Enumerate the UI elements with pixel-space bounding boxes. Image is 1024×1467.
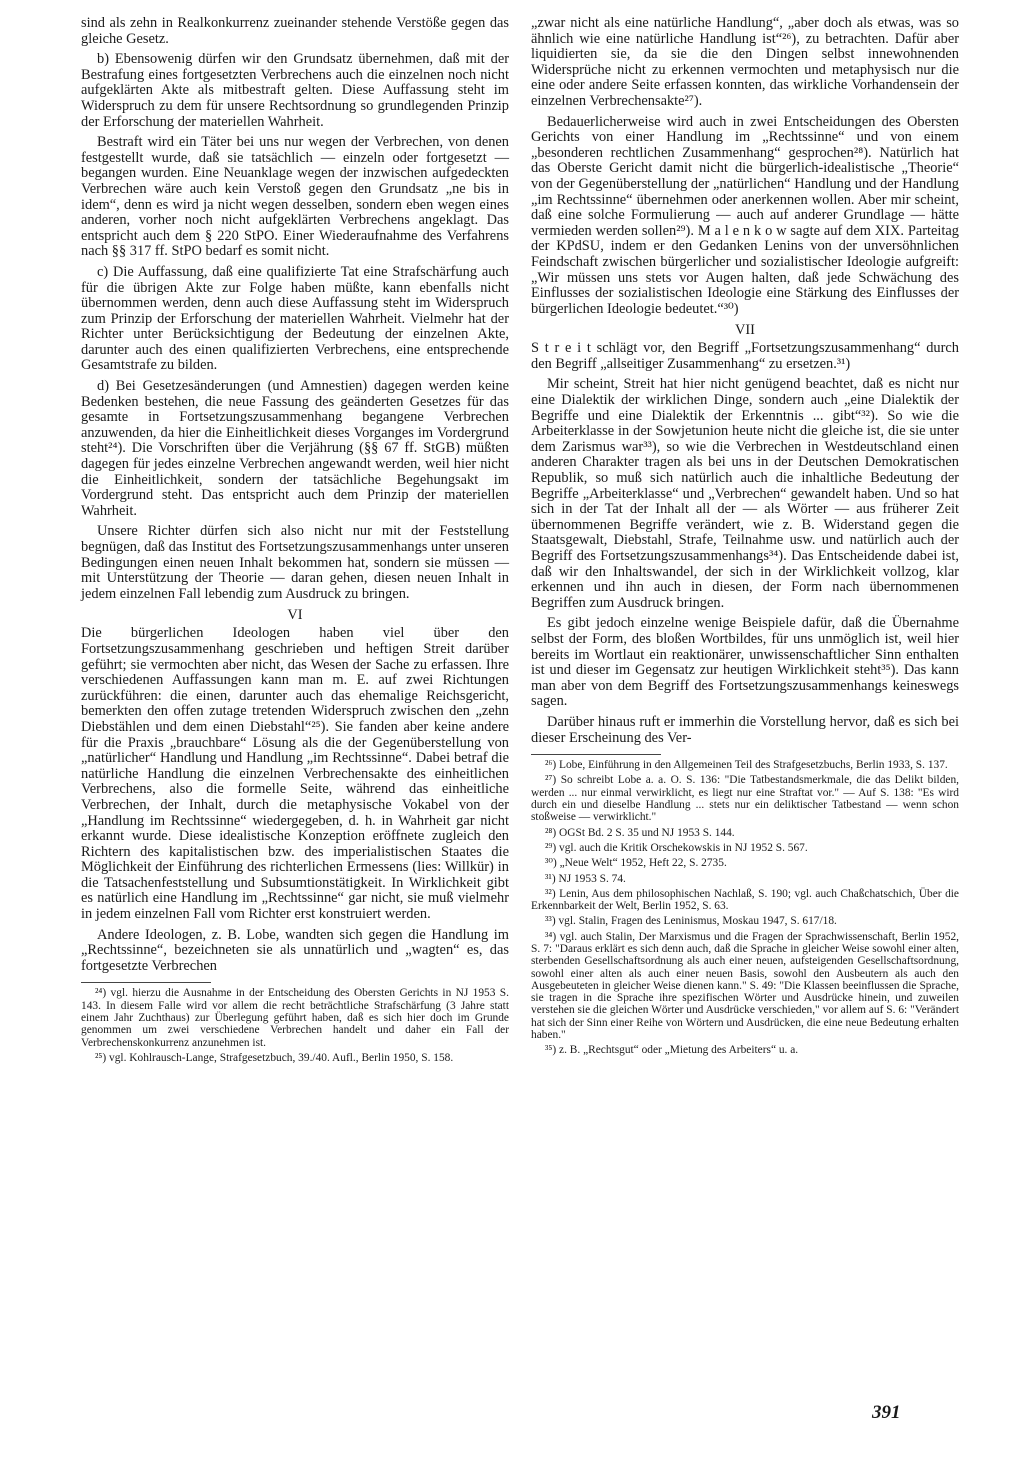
footnote: ²⁴) vgl. hierzu die Ausnahme in der Entscheidung des Obersten Gerichts in NJ 1953 S. 143. In diesem Falle wird vor allem die recht beträchtliche Strafschärfung (3 Jahre statt einem Jahr Zuchthaus) zur Überlegung geführt haben, daß es sich hier doch im Grunde genommen um zwei verschiedene Verbrechen handelt und daher ein Fall der Verbrechenskonkurrenz anzunehmen ist. <box>81 987 509 1049</box>
section-heading-vii: VII <box>735 322 755 339</box>
footnote: ²⁹) vgl. auch die Kritik Orschekowskis in NJ 1952 S. 567. <box>545 841 808 854</box>
paragraph: sind als zehn in Realkonkurrenz zueinander stehende Verstöße gegen das gleiche Gesetz. <box>81 15 509 47</box>
footnote: ²⁵) vgl. Kohlrausch-Lange, Strafgesetzbuch, 39./40. Aufl., Berlin 1950, S. 158. <box>95 1051 454 1064</box>
section-heading-vi: VI <box>287 607 303 624</box>
paragraph: Unsere Richter dürfen sich also nicht nur mit der Feststellung begnügen, daß das Institut des Fortsetzungszusammenhangs unter unseren Bedingungen einen neuen Inhalt bekommen hat, sondern sie müssen — mit Unterstützung der Theorie — daran gehen, diesen neuen Inhalt in jedem einzelnen Fall lebendig zum Ausdruck zu bringen. <box>81 523 509 602</box>
footnote-divider <box>531 754 661 755</box>
left-column <box>81 16 509 1067</box>
paragraph: „zwar nicht als eine natürliche Handlung“, „aber doch als etwas, was so ähnlich wie eine natürliche Handlung ist“²⁶), zu betrachten. Dafür aber liquidierten sie, da sie die den Dingen selbst innewohnenden Widersprüche nicht zu erkennen vermochten und metaphysisch nur die eine oder andere Seite erfassen konnten, das wirkliche Vorhandensein der einzelnen Verbrechensakte²⁷). <box>531 15 959 109</box>
footnote: ²⁶) Lobe, Einführung in den Allgemeinen Teil des Strafgesetzbuchs, Berlin 1933, S. 137. <box>545 759 948 772</box>
footnote: ³⁰) „Neue Welt“ 1952, Heft 22, S. 2735. <box>545 857 727 870</box>
footnote: ³¹) NJ 1953 S. 74. <box>545 872 626 885</box>
paragraph: Bestraft wird ein Täter bei uns nur wegen der Verbrechen, von denen festgestellt wurde, daß sie tatsächlich — einzeln oder fortgesetzt — begangen wurden. Eine Neuanklage wegen der inzwischen aufgedeckten Verbrechen wäre auch kein Verstoß gegen den Grundsatz „ne bis in idem“, denn es wird ja nicht wegen desselben, sondern eben wegen eines anderen, vorher noch nicht aufgeklärten Verbrechens angeklagt. Das entspricht auch dem § 220 StPO. Einer Wiederaufnahme des Verfahrens nach §§ 317 ff. StPO bedarf es somit nicht. <box>81 134 509 260</box>
footnote: ²⁷) So schreibt Lobe a. a. O. S. 136: "Die Tatbestandsmerkmale, die das Delikt bilden, werden ... nur einmal verwirklicht, es liegt nur eine Straftat vor." — Auf S. 138: "Es wird durch ein und dieselbe Handlung ... stets nur ein deliktischer Tatbestand — wenn schon stoßweise — verwirklicht." <box>531 774 959 824</box>
paragraph: Die bürgerlichen Ideologen haben viel über den Fortsetzungszusammenhang geschrieben und heftigen Streit darüber geführt; sie vermochten aber nicht, das Wesen der Sache zu erfassen. Ihre verschiedenen Auffassungen kann man m. E. auf zwei Richtungen zurückführen: die einen, darunter auch das ehemalige Reichsgericht, bemerkten den offen zutage tretenden Widerspruch zwischen den „zehn Diebstählen und dem einen Diebstahl“²⁵). Sie fanden aber keine andere für die Praxis „brauchbare“ Lösung als die der Gegenüberstellung von „natürlicher“ Handlung und Handlung „im Rechtssinne“. Dabei betraf die natürliche Handlung die einzelnen Verbrechensakte des einheitlichen Verbrechens, also die formelle Seite, während das einheitliche Verbrechen, der Inhalt, durch die metaphysische Vokabel von der „Handlung im Rechtssinne“ wiedergegeben, d. h. in Wahrheit gar nicht erkannt wurde. Diese idealistische Konzeption eröffnete zugleich den Richtern des kapitalistischen bzw. des imperialistischen Staates die Möglichkeit der Einführung des richterlichen Ermessens (lies: Willkür) in die Tatsachenfeststellung und Subsumtionstätigkeit. In Wirklichkeit gibt es natürlich eine Handlung im „Rechtssinne“ gar nicht, sie muß vielmehr in jedem einzelnen Fall vom Richter erst konstruiert werden. <box>81 625 509 923</box>
paragraph: Bedauerlicherweise wird auch in zwei Entscheidungen des Obersten Gerichts von einer Handlung im „Rechtssinne“ und von einem „besonderen rechtlichen Zusammenhang“ gesprochen²⁸). Natürlich hat das Oberste Gericht damit nicht die bürgerlich-idealistische „Theorie“ von der Gegenüberstellung der „natürlichen“ Handlung und der Handlung „im Rechtssinne“ übernehmen oder anerkennen wollen. Aber mir scheint, daß eine solche Formulierung — auch auf anderer Grundlage — hätte vermieden werden sollen²⁹). M a l e n k o w sagte auf dem XIX. Parteitag der KPdSU, indem er den Gedanken Lenins von der unversöhnlichen Feindschaft zwischen bürgerlicher und sozialistischer Ideologie aufgreift: „Wir müssen uns stets vor Augen halten, daß jede Schwächung des Einflusses der sozialistischen Ideologie eine Stärkung des Einflusses der bürgerlichen Ideologie bedeutet.“³⁰) <box>531 113 959 317</box>
paragraph: S t r e i t schlägt vor, den Begriff „Fortsetzungszusammenhang“ durch den Begriff „allseitiger Zusammenhang“ zu ersetzen.³¹) <box>531 340 959 372</box>
paragraph: d) Bei Gesetzesänderungen (und Amnestien) dagegen werden keine Bedenken bestehen, die neue Fassung des geänderten Gesetzes für das gesamte in Fortsetzungszusammenhang begangene Verbrechen anzuwenden, da hier die Einheitlichkeit dieses Vorganges im Vordergrund steht²⁴). Die Vorschriften über die Verjährung (§§ 67 ff. StGB) müßten dagegen für jedes einzelne Verbrechen angewandt werden, weil hier nicht die Einheitlichkeit, sondern der tatsächliche Begehungsakt im Vordergrund steht. Das entspricht auch dem Prinzip der materiellen Wahrheit. <box>81 378 509 519</box>
footnote: ³⁴) vgl. auch Stalin, Der Marxismus und die Fragen der Sprachwissenschaft, Berlin 1952, S. 7: "Daraus erklärt es sich denn auch, daß die Sprache in gleicher Weise sowohl einer alten, sterbenden Gesellschaftsordnung als auch einer neuen, aufsteigenden Gesellschaftsordnung, sowohl einer alten als auch einer neuen Basis, sowohl den Ausbeutern als auch den Ausgebeuteten in gleicher Weise dienen kann." S. 49: "Die Klassen beeinflussen die Sprache, sie tragen in die Sprache ihre spezifischen Wörter und Ausdrücke hinein, und zuweilen verstehen sie die gleichen Wörter und Ausdrücke verschieden," vor allem auf S. 6: "Verändert hat sich der Sinn einer Reihe von Wörtern und Ausdrücken, die eine neue Bedeutung erhalten haben." <box>531 930 959 1042</box>
paragraph: c) Die Auffassung, daß eine qualifizierte Tat eine Strafschärfung auch für die übrigen Akte zur Folge haben müßte, kann ebenfalls nicht übernommen werden, denn auch diese Auffassung steht im Widerspruch zum Prinzip der Erforschung der materiellen Wahrheit. Vielmehr hat der Richter unter Berücksichtigung der Bedeutung der einzelnen Akte, darunter auch des einen qualifizierten Verbrechens, eine entsprechende Gesamtstrafe zu bilden. <box>81 263 509 374</box>
paragraph: Andere Ideologen, z. B. Lobe, wandten sich gegen die Handlung im „Rechtssinne“, bezeichneten sie als unnatürlich und „wagten“ es, das fortgesetzte Verbrechen <box>81 926 509 974</box>
footnote: ³⁵) z. B. „Rechtsgut“ oder „Mietung des Arbeiters“ u. a. <box>545 1044 799 1057</box>
right-column <box>531 16 959 1060</box>
paragraph: b) Ebensowenig dürfen wir den Grundsatz übernehmen, daß mit der Bestrafung eines fortgesetzten Verbrechens auch die einzelnen noch nicht aufgeklärten Akte als mitbestraft gelten. Diese Auffassung steht im Widerspruch zu dem für unsere Rechtsordnung so grundlegenden Prinzip der Erforschung der materiellen Wahrheit. <box>81 51 509 130</box>
footnote: ³³) vgl. Stalin, Fragen des Leninismus, Moskau 1947, S. 617/18. <box>545 915 837 928</box>
paragraph: Es gibt jedoch einzelne wenige Beispiele dafür, daß die Übernahme selbst der Form, des bloßen Wortbildes, für uns unmöglich ist, weil hier bereits im Wortlaut ein reaktionärer, unwissenschaftlicher Sinn enthalten ist und dieser im Gegensatz zur heutigen Wirklichkeit steht³⁵). Das kann man aber von dem Begriff des Fortsetzungszusammenhangs keineswegs sagen. <box>531 615 959 710</box>
footnote: ³²) Lenin, Aus dem philosophischen Nachlaß, S. 190; vgl. auch Chaßchatschich, Über die Erkennbarkeit der Welt, Berlin 1952, S. 63. <box>531 887 959 913</box>
page-number: 391 <box>872 1402 901 1423</box>
footnote-divider <box>81 982 211 983</box>
footnote: ²⁸) OGSt Bd. 2 S. 35 und NJ 1953 S. 144. <box>545 826 735 839</box>
paragraph: Mir scheint, Streit hat hier nicht genügend beachtet, daß es nicht nur eine Dialektik der wirklichen Dinge, sondern auch „eine Dialektik der Begriffe und eine Dialektik der Erkenntnis ... gibt“³²). So wie die Arbeiterklasse in der Sowjetunion heute nicht die gleiche ist, die sie unter dem Zarismus war³³), so wie die Verbrechen in Westdeutschland einen anderen Charakter tragen als bei uns in der Deutschen Demokratischen Republik, so muß sich natürlich auch die inhaltliche Bedeutung der Begriffe „Arbeiterklasse“ und „Verbrechen“ gewandelt haben. Und so hat sich in der Tat der Inhalt all der — als Wörter — aus früherer Zeit übernommenen Begriffe verändert, wie z. B. Widerstand gegen die Staatsgewalt, Diebstahl, Strafe, Teilnahme usw. und natürlich auch der Begriff des Fortsetzungszusammenhangs³⁴). Das Entscheidende dabei ist, daß wir den Inhaltswandel, der sich in der Wirklichkeit vollzog, klar erkennen und ihn auch in diesen, der Form nach übernommenen Begriffen zum Ausdruck bringen. <box>531 376 959 611</box>
paragraph: Darüber hinaus ruft er immerhin die Vorstellung hervor, daß es sich bei dieser Erscheinung des Ver- <box>531 713 959 746</box>
